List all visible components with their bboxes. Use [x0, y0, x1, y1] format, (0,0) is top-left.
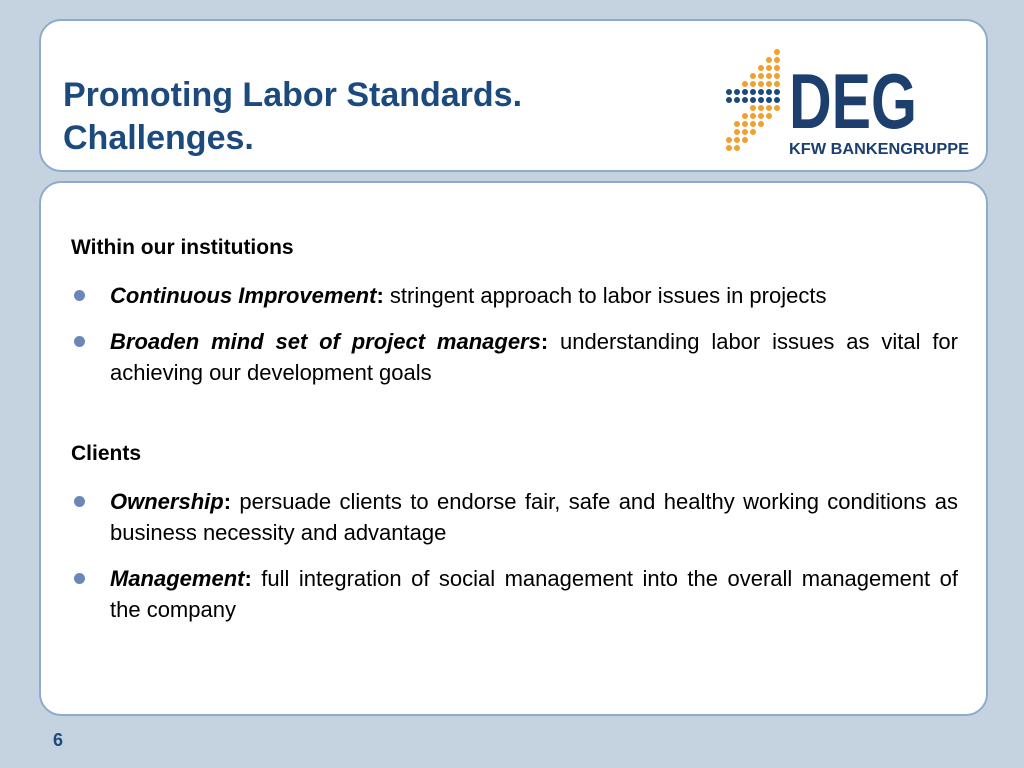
item-term: Continuous Improvement [110, 283, 377, 308]
logo-brand: DEG [789, 57, 917, 145]
section-heading-clients: Clients [71, 442, 142, 465]
content-panel [39, 181, 988, 716]
title-line-2: Challenges. [63, 119, 254, 157]
item-text: full integration of social management into the overall management of the company [110, 566, 958, 622]
bullet-dot-icon [74, 336, 85, 347]
slide-title [63, 74, 522, 160]
item-text: stringent approach to labor issues in projects [383, 283, 827, 308]
item-term: Management [110, 566, 245, 591]
header-panel [39, 19, 988, 172]
section-spacer [71, 388, 958, 441]
logo-dot-pattern [726, 49, 780, 151]
bullet-dot-icon [74, 290, 85, 301]
title-line-1: Promoting Labor Standards. [63, 76, 523, 114]
item-text: understanding labor issues as vital for achieving our development goals [110, 329, 958, 385]
item-colon: : [540, 329, 549, 354]
list-item [71, 280, 958, 311]
slide-content [71, 235, 958, 625]
list-item [71, 326, 958, 388]
list-item [71, 563, 958, 625]
deg-logo [723, 46, 973, 161]
section-heading-institutions: Within our institutions [71, 236, 294, 259]
bullet-dot-icon [74, 496, 85, 507]
bullet-dot-icon [74, 573, 85, 584]
item-colon: : [244, 566, 252, 591]
item-term: Broaden mind set of project managers [110, 329, 541, 354]
bullet-list-clients [71, 486, 958, 625]
item-text: persuade clients to endorse fair, safe and healthy working conditions as business necessity and advantage [110, 489, 958, 545]
item-colon: : [223, 489, 232, 514]
item-term: Ownership [110, 489, 224, 514]
bullet-list-institutions [71, 280, 958, 388]
logo-subtitle: KFW BANKENGRUPPE [789, 141, 970, 158]
page-number: 6 [53, 730, 64, 750]
item-colon: : [376, 283, 384, 308]
list-item [71, 486, 958, 548]
